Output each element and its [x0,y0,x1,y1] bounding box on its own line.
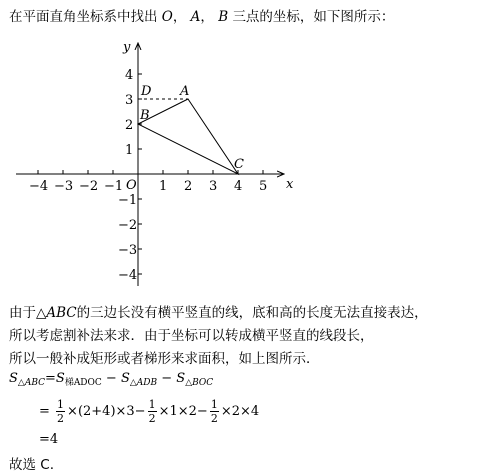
explanation-text: 的三边长没有横平竖直的线，底和高的长度无法直接表达， [76,305,428,321]
y-tick-label: −2 [118,218,138,233]
fraction-denominator: 2 [210,412,218,425]
area-subscript: △BOC [185,378,214,388]
explanation-line-2: 所以考虑割补法来求．由于坐标可以转成横平竖直的线段长， [9,328,374,344]
x-tick-label: 1 [159,179,168,194]
formula-text: ×2×4 [220,404,260,419]
x-tick-label: −1 [104,179,124,194]
formula-text: ×(2+4)×3− [67,404,146,419]
x-tick-label: 3 [209,179,218,194]
formula-text: = [39,404,50,419]
explanation-text: 由于△ [9,305,47,321]
point-a: A [180,84,190,99]
y-tick-label: −4 [118,268,138,283]
answer-line: 故选 C. [9,457,55,473]
y-tick-label: 4 [125,68,134,83]
area-subscript: △ABC [17,378,45,388]
explanation-line-3: 所以一般补成矩形或者梯形来求面积，如上图所示． [9,351,320,367]
fraction-numerator: 1 [148,398,156,411]
y-tick-label: −1 [118,193,138,208]
y-tick-label: −3 [118,243,138,258]
explanation-line-1 [9,301,428,321]
x-tick-label: 5 [259,179,268,194]
y-axis-label: y [123,40,131,55]
fraction-numerator: 1 [57,398,65,411]
formula-line-3: =4 [39,432,59,447]
point-a-label: A [190,9,201,25]
point-o-label: O [161,9,173,25]
x-tick-label: −2 [79,179,99,194]
fraction [56,398,65,425]
area-symbol: S [9,371,18,386]
x-axis-label: x [286,177,294,192]
intro-line: 在平面直角坐标系中找出 O， A， B 三点的坐标，如下图所示： [9,9,395,25]
intro-suffix: 三点的坐标，如下图所示： [232,9,395,25]
fraction [148,398,157,425]
fraction [210,398,219,425]
x-tick-label: −4 [29,179,49,194]
point-d: D [141,84,152,99]
origin-label: O [126,178,137,193]
x-tick-label: 2 [184,179,193,194]
formula-text: − S [101,371,130,386]
y-tick-label: 1 [125,143,134,158]
formula-text: ×1×2− [158,404,208,419]
fraction-denominator: 2 [57,412,65,425]
x-tick-label: −3 [54,179,74,194]
intro-prefix: 在平面直角坐标系中找出 [9,9,158,25]
point-b: B [140,108,150,123]
formula-line-1 [9,371,213,388]
point-b-label: B [218,9,229,25]
area-subscript: △ADB [129,378,158,388]
fraction-numerator: 1 [210,398,218,411]
y-tick-label: 3 [125,93,134,108]
formula-text: − S [157,371,186,386]
point-c: C [234,157,244,172]
area-subscript: 梯ADOC [64,378,102,388]
triangle-abc [138,99,238,174]
formula-line-2 [39,398,259,425]
triangle-name: ABC [46,305,77,321]
y-tick-label: 2 [125,118,134,133]
fraction-denominator: 2 [148,412,156,425]
formula-text: =S [45,371,65,386]
x-tick-label: 4 [234,179,243,194]
